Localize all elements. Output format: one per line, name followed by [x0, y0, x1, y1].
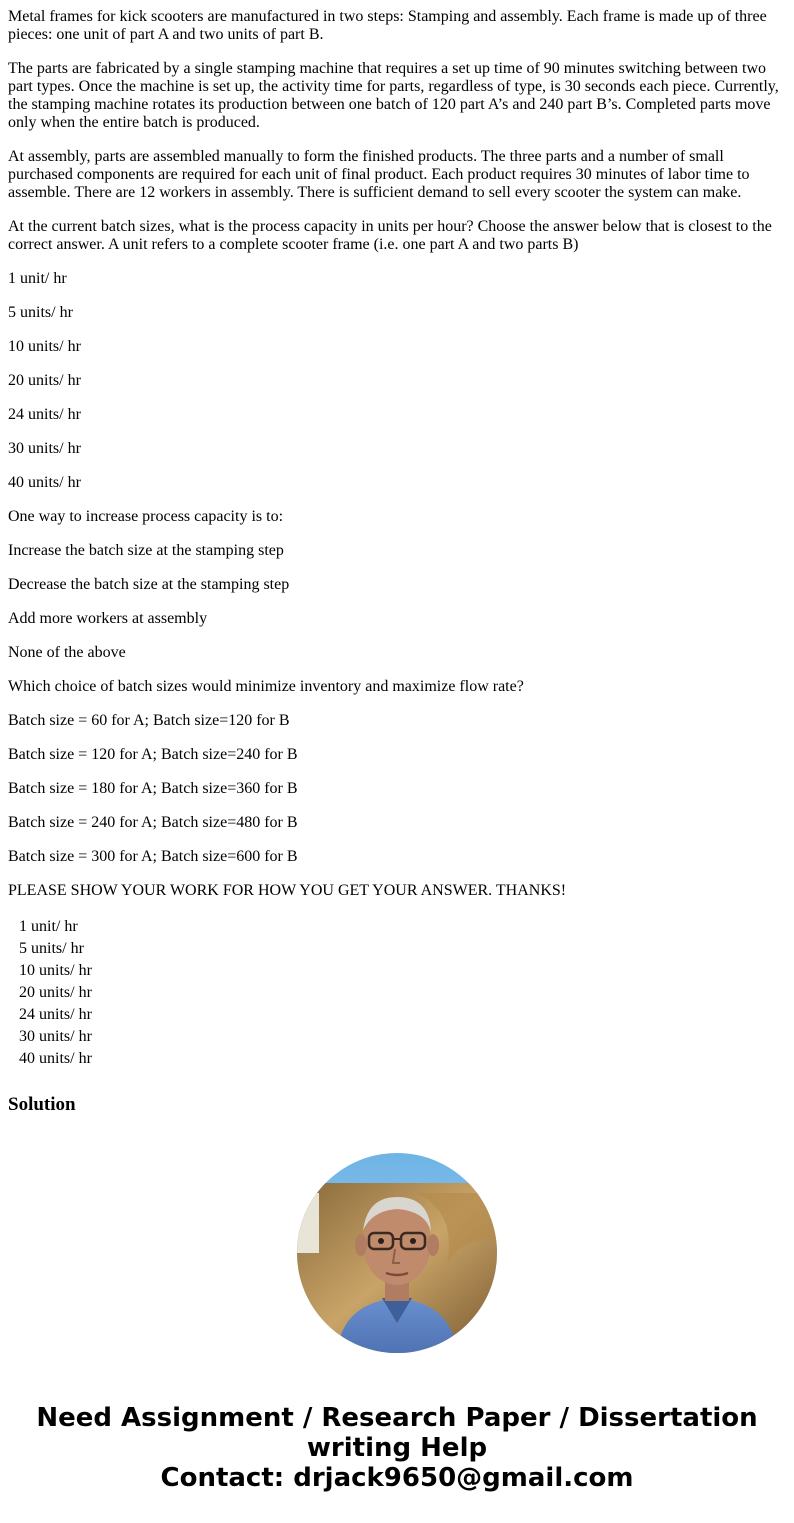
question-paragraph-3: At assembly, parts are assembled manually to form the finished products. The three parts and a number of small purchased components are required for each unit of final product. Each product requires 30 minutes of labor time to assemble. There are 12 workers in assembly. There is sufficient demand to sell every scooter the system can make.	[8, 148, 750, 201]
q3-option: Batch size = 180 for A; Batch size=360 for B	[8, 780, 298, 797]
q2-option: Increase the batch size at the stamping step	[8, 542, 284, 559]
list-item: 40 units/ hr	[19, 1050, 92, 1067]
q3-option: Batch size = 120 for A; Batch size=240 for B	[8, 746, 298, 763]
q1-option: 40 units/ hr	[8, 474, 81, 491]
q1-option: 5 units/ hr	[8, 304, 73, 321]
q3-option: Batch size = 240 for A; Batch size=480 for B	[8, 814, 298, 831]
q3-prompt: Which choice of batch sizes would minimize inventory and maximize flow rate?	[8, 678, 524, 695]
q3-option: Batch size = 60 for A; Batch size=120 for B	[8, 712, 290, 729]
list-item: 24 units/ hr	[19, 1006, 92, 1023]
q1-option: 10 units/ hr	[8, 338, 81, 355]
list-item: 30 units/ hr	[19, 1028, 92, 1045]
list-item: 20 units/ hr	[19, 984, 92, 1001]
q3-option: Batch size = 300 for A; Batch size=600 for B	[8, 848, 298, 865]
banner-line-1: Need Assignment / Research Paper / Dissertation	[36, 1403, 758, 1433]
q2-option: None of the above	[8, 644, 126, 661]
question-paragraph-4: At the current batch sizes, what is the process capacity in units per hour? Choose the answer below that is closest to the correct answer. A unit refers to a complete scooter frame (i.e. one part A and two parts B)	[8, 218, 772, 253]
q1-option: 30 units/ hr	[8, 440, 81, 457]
banner-line-3: Contact: drjack9650@gmail.com	[160, 1463, 634, 1493]
banner-line-2: writing Help	[306, 1433, 488, 1463]
question-paragraph-1: Metal frames for kick scooters are manufactured in two steps: Stamping and assembly. Each frame is made up of three pieces: one unit of part A and two units of part B.	[8, 8, 767, 43]
q1-option: 20 units/ hr	[8, 372, 81, 389]
list-item: 10 units/ hr	[19, 962, 92, 979]
q2-option: Decrease the batch size at the stamping step	[8, 576, 290, 593]
question-paragraph-2: The parts are fabricated by a single stamping machine that requires a set up time of 90 minutes switching between two part types. Once the machine is set up, the activity time for parts, regardless of type, is 30 seconds each piece. Currently, the stamping machine rotates its production between one batch of 120 part A’s and 240 part B’s. Completed parts move only when the entire batch is produced.	[8, 60, 779, 131]
avatar	[297, 1153, 497, 1353]
repeated-options-list	[19, 916, 786, 1070]
q2-prompt: One way to increase process capacity is to:	[8, 508, 284, 525]
list-item: 5 units/ hr	[19, 940, 84, 957]
q1-option: 24 units/ hr	[8, 406, 81, 423]
q1-option: 1 unit/ hr	[8, 270, 67, 287]
portrait-image	[297, 1153, 497, 1353]
list-item: 1 unit/ hr	[19, 918, 78, 935]
solution-heading: Solution	[8, 1094, 76, 1115]
contact-banner	[0, 1403, 794, 1493]
q2-option: Add more workers at assembly	[8, 610, 208, 627]
closing-request: PLEASE SHOW YOUR WORK FOR HOW YOU GET YOUR ANSWER. THANKS!	[8, 882, 567, 899]
